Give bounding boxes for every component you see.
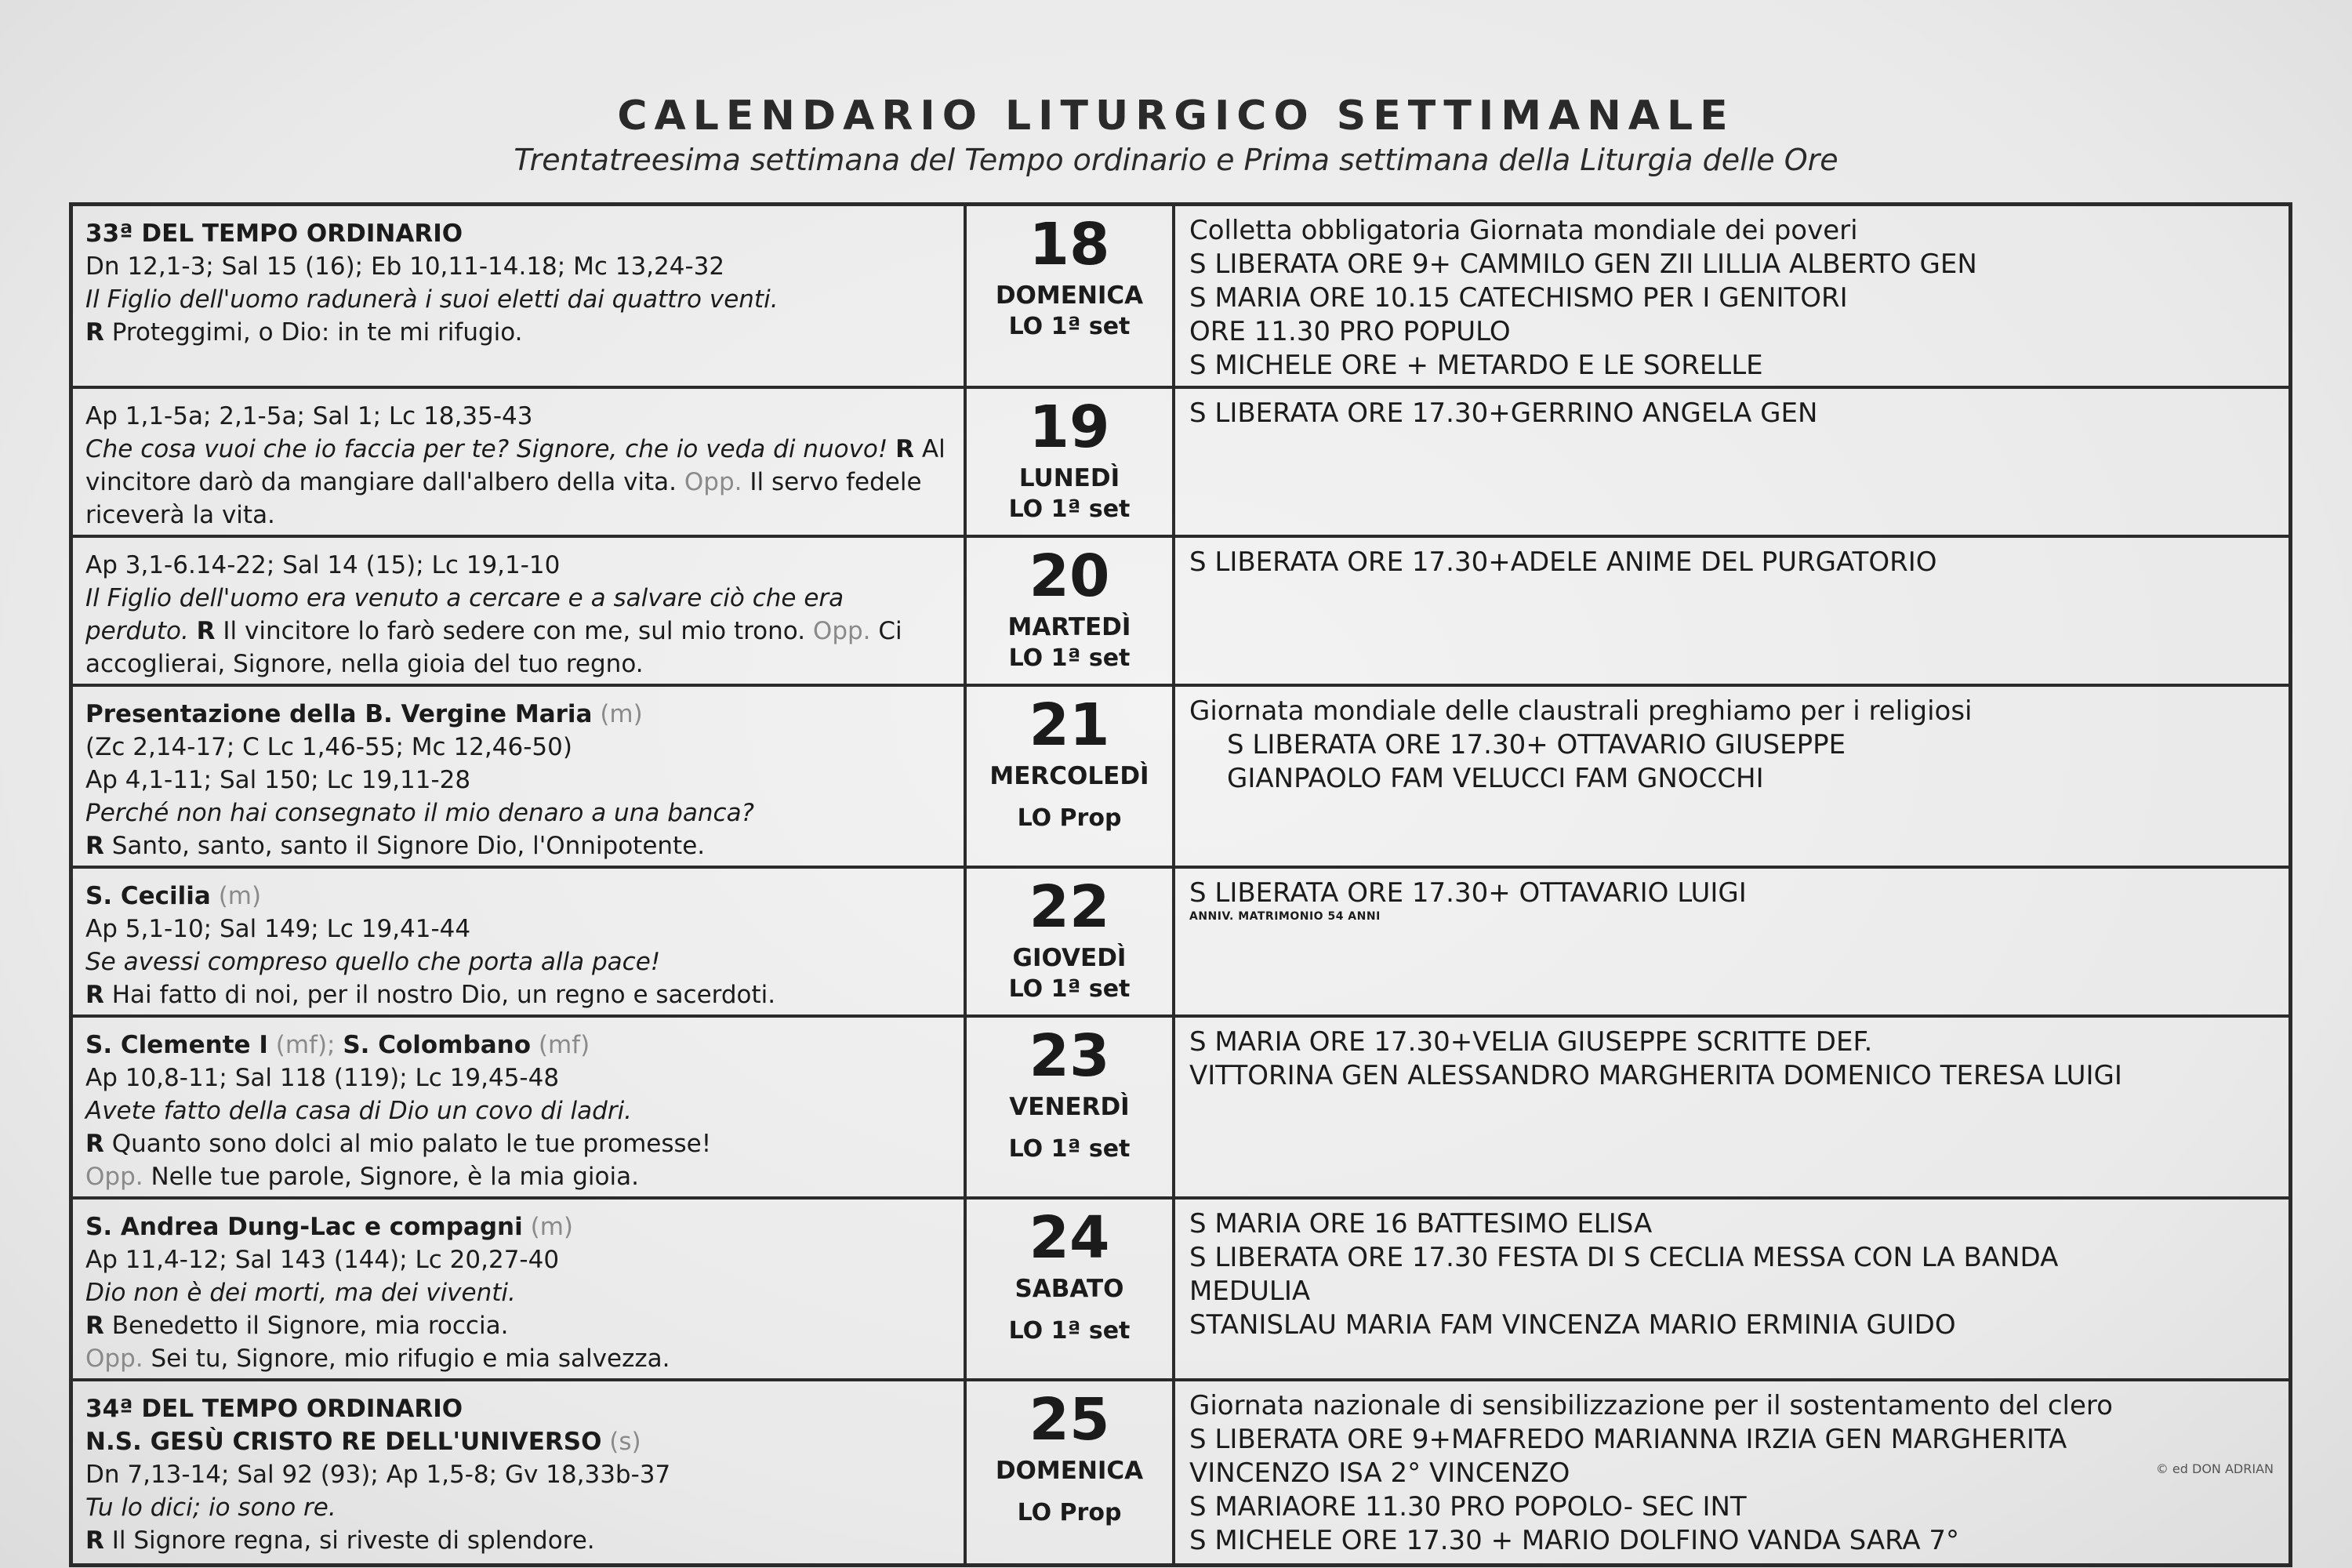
readings-refs: Dn 7,13-14; Sal 92 (93); Ap 1,5-8; Gv 18,33b-37	[85, 1461, 671, 1489]
saint-rank: (s)	[609, 1428, 641, 1456]
extra-readings: (Zc 2,14-17; C Lc 1,46-55; Mc 12,46-50)	[85, 733, 572, 761]
note-line: S MARIA ORE 17.30+VELIA GIUSEPPE SCRITTE DEF.	[1189, 1026, 1873, 1058]
day-name: DOMENICA	[995, 281, 1144, 310]
response-mark: R	[895, 435, 915, 463]
note-line: GIANPAOLO FAM VELUCCI FAM GNOCCHI	[1227, 763, 1764, 794]
saint-name: Presentazione della B. Vergine Maria	[85, 700, 593, 728]
day-name: MARTEDÌ	[1007, 613, 1131, 641]
saint-line	[85, 1425, 954, 1458]
opp-line	[85, 1342, 954, 1375]
readings-refs: Dn 12,1-3; Sal 15 (16); Eb 10,11-14.18; Mc 13,24-32	[85, 252, 725, 281]
readings-cell	[71, 685, 966, 867]
note-line: S MARIA ORE 10.15 CATECHISMO PER I GENITORI	[1189, 282, 1848, 314]
readings-refs: Ap 1,1-5a; 2,1-5a; Sal 1; Lc 18,35-43	[85, 402, 533, 430]
saint-line	[85, 880, 954, 913]
table-row	[71, 867, 2291, 1016]
day-number: 19	[1029, 394, 1110, 461]
response-text: Hai fatto di noi, per il nostro Dio, un regno e sacerdoti.	[111, 981, 776, 1009]
notes-cell	[1174, 867, 2291, 1016]
saint-name-2: S. Colombano	[343, 1031, 531, 1059]
readings-cell	[71, 867, 966, 1016]
saint-rank: (mf);	[275, 1031, 336, 1059]
readings-refs: Ap 4,1-11; Sal 150; Lc 19,11-28	[85, 766, 471, 794]
day-cell	[965, 1380, 1174, 1565]
liturgy-hours: LO 1ª set	[1008, 1317, 1131, 1345]
antiphon: Il Figlio dell'uomo radunerà i suoi eletti dai quattro venti.	[85, 285, 779, 314]
response-mark: R	[196, 617, 216, 645]
liturgy-hours: LO 1ª set	[1008, 495, 1131, 523]
opp-label: Opp.	[684, 468, 742, 496]
response-mark: R	[85, 1130, 104, 1158]
day-number: 25	[1029, 1386, 1110, 1454]
readings-cell	[71, 1016, 966, 1198]
response-line	[85, 978, 954, 1011]
antiphon: Avete fatto della casa di Dio un covo di ladri.	[85, 1097, 633, 1125]
notes-cell	[1174, 387, 2291, 536]
antiphon: Che cosa vuoi che io faccia per te? Signore, che io veda di nuovo!	[85, 435, 888, 463]
readings-refs: Ap 11,4-12; Sal 143 (144); Lc 20,27-40	[85, 1246, 560, 1274]
note-line: STANISLAU MARIA FAM VINCENZA MARIO ERMINIA GUIDO	[1189, 1309, 1956, 1341]
note-line: VINCENZO ISA 2° VINCENZO	[1189, 1457, 1570, 1489]
day-name: VENERDÌ	[1009, 1093, 1130, 1121]
response-line	[85, 1524, 954, 1557]
day-number: 24	[1029, 1204, 1110, 1272]
day-name: DOMENICA	[995, 1457, 1144, 1485]
readings-cell	[71, 205, 966, 388]
note-line: S MARIA ORE 16 BATTESIMO ELISA	[1189, 1208, 1653, 1240]
table-row	[71, 1198, 2291, 1380]
saint-name: N.S. GESÙ CRISTO RE DELL'UNIVERSO	[85, 1428, 602, 1456]
saint-rank: (m)	[600, 700, 643, 728]
day-cell	[965, 1198, 1174, 1380]
day-number: 18	[1029, 211, 1110, 278]
page-title: CALENDARIO LITURGICO SETTIMANALE	[617, 93, 1735, 140]
day-number: 23	[1029, 1022, 1110, 1090]
saint-rank-2: (mf)	[538, 1031, 590, 1059]
day-cell	[965, 387, 1174, 536]
liturgy-hours: LO 1ª set	[1008, 313, 1131, 340]
day-cell	[965, 867, 1174, 1016]
liturgy-hours: LO 1ª set	[1008, 975, 1131, 1003]
note-line: Giornata nazionale di sensibilizzazione per il sostentamento del clero	[1189, 1390, 2113, 1421]
response-line	[85, 829, 954, 862]
saint-name: S. Clemente I	[85, 1031, 268, 1059]
day-cell	[965, 205, 1174, 388]
liturgy-hours: LO Prop	[1017, 1499, 1122, 1526]
antiphon-response	[85, 433, 954, 532]
note-line: Giornata mondiale delle claustrali preghiamo per i religiosi	[1189, 695, 1973, 727]
antiphon: Il Figlio dell'uomo era venuto a cercare e a salvare ciò che era perduto.	[85, 584, 844, 645]
day-number: 22	[1029, 873, 1110, 941]
day-cell	[965, 685, 1174, 867]
note-line: ORE 11.30 PRO POPULO	[1189, 316, 1511, 347]
opp-line	[85, 1160, 954, 1193]
calendar-table	[69, 202, 2292, 1567]
note-line: S MARIAORE 11.30 PRO POPOLO- SEC INT	[1189, 1491, 1747, 1523]
liturgy-hours: LO 1ª set	[1008, 1135, 1131, 1163]
opp-label: Opp.	[85, 1163, 143, 1191]
antiphon: Tu lo dici; io sono re.	[85, 1494, 336, 1522]
antiphon: Dio non è dei morti, ma dei viventi.	[85, 1279, 516, 1307]
readings-refs: Ap 5,1-10; Sal 149; Lc 19,41-44	[85, 915, 471, 943]
opp-text: Il servo fedele riceverà la vita.	[85, 468, 922, 529]
response-line	[85, 1127, 954, 1160]
note-line: S LIBERATA ORE 17.30+ OTTAVARIO LUIGI	[1189, 877, 1747, 909]
note-line: S LIBERATA ORE 17.30+ OTTAVARIO GIUSEPPE	[1227, 729, 1846, 760]
table-row	[71, 685, 2291, 867]
note-line: S MICHELE ORE + METARDO E LE SORELLE	[1189, 350, 1763, 381]
readings-refs: Ap 10,8-11; Sal 118 (119); Lc 19,45-48	[85, 1064, 560, 1092]
day-cell	[965, 1016, 1174, 1198]
table-row	[71, 387, 2291, 536]
small-note: ANNIV. MATRIMONIO 54 ANNI	[1189, 910, 1381, 923]
response-text: Il Signore regna, si riveste di splendore.	[111, 1526, 595, 1555]
saint-name: S. Cecilia	[85, 882, 211, 910]
response-mark: R	[85, 832, 104, 860]
note-line: S LIBERATA ORE 9+ CAMMILO GEN ZII LILLIA ALBERTO GEN	[1189, 249, 1977, 280]
note-line: S MICHELE ORE 17.30 + MARIO DOLFINO VANDA SARA 7°	[1189, 1525, 1960, 1556]
opp-label: Opp.	[812, 617, 871, 645]
response-mark: R	[85, 981, 104, 1009]
response-text: Al vincitore darò da mangiare dall'albero della vita.	[85, 435, 946, 496]
note-line: S LIBERATA ORE 17.30 FESTA DI S CECLIA MESSA CON LA BANDA	[1189, 1242, 2059, 1273]
antiphon: Perché non hai consegnato il mio denaro a una banca?	[85, 799, 755, 827]
readings-cell	[71, 536, 966, 685]
response-mark: R	[85, 1312, 104, 1340]
notes-cell	[1174, 205, 2291, 388]
response-text: Proteggimi, o Dio: in te mi rifugio.	[111, 318, 523, 347]
saint-name: S. Andrea Dung-Lac e compagni	[85, 1213, 523, 1241]
saint-line	[85, 1029, 954, 1062]
saint-line	[85, 1210, 954, 1243]
note-line: VITTORINA GEN ALESSANDRO MARGHERITA DOMENICO TERESA LUIGI	[1189, 1060, 2122, 1091]
table-row	[71, 1016, 2291, 1198]
liturgy-hours: LO 1ª set	[1008, 644, 1131, 672]
week-heading: 33ª DEL TEMPO ORDINARIO	[85, 220, 463, 248]
day-number: 21	[1029, 691, 1110, 759]
day-name: MERCOLEDÌ	[989, 762, 1149, 790]
response-text: Il vincitore lo farò sedere con me, sul mio trono.	[223, 617, 806, 645]
opp-text: Sei tu, Signore, mio rifugio e mia salvezza.	[151, 1345, 670, 1373]
response-text: Benedetto il Signore, mia roccia.	[111, 1312, 509, 1340]
notes-cell	[1174, 685, 2291, 867]
saint-rank: (m)	[218, 882, 262, 910]
page-subtitle: Trentatreesima settimana del Tempo ordinario e Prima settimana della Liturgia delle Ore	[514, 143, 1838, 177]
readings-cell	[71, 387, 966, 536]
response-mark: R	[85, 1526, 104, 1555]
opp-label: Opp.	[85, 1345, 143, 1373]
day-cell	[965, 536, 1174, 685]
table-row	[71, 205, 2291, 388]
response-line	[85, 316, 954, 349]
day-name: SABATO	[1014, 1275, 1124, 1303]
notes-cell	[1174, 536, 2291, 685]
readings-cell	[71, 1380, 966, 1565]
notes-cell	[1174, 1380, 2291, 1565]
day-name: LUNEDÌ	[1018, 464, 1120, 492]
note-line: S LIBERATA ORE 9+MAFREDO MARIANNA IRZIA GEN MARGHERITA	[1189, 1424, 2067, 1455]
day-number: 20	[1029, 543, 1110, 610]
notes-cell	[1174, 1198, 2291, 1380]
note-line: S LIBERATA ORE 17.30+GERRINO ANGELA GEN	[1189, 397, 1818, 429]
note-line: MEDULIA	[1189, 1276, 1311, 1307]
liturgy-hours: LO Prop	[1017, 804, 1122, 832]
response-mark: R	[85, 318, 104, 347]
antiphon-response	[85, 582, 954, 681]
antiphon: Se avessi compreso quello che porta alla pace!	[85, 948, 661, 976]
response-line	[85, 1309, 954, 1342]
response-text: Santo, santo, santo il Signore Dio, l'Onnipotente.	[111, 832, 706, 860]
saint-line	[85, 698, 954, 731]
day-name: GIOVEDÌ	[1012, 944, 1127, 972]
table-row	[71, 1380, 2291, 1565]
note-line: S LIBERATA ORE 17.30+ADELE ANIME DEL PURGATORIO	[1189, 546, 1937, 578]
opp-text: Ci accoglierai, Signore, nella gioia del tuo regno.	[85, 617, 902, 678]
response-text: Quanto sono dolci al mio palato le tue promesse!	[111, 1130, 712, 1158]
credit-text: © ed DON ADRIAN	[2155, 1461, 2274, 1476]
opp-text: Nelle tue parole, Signore, è la mia gioia.	[151, 1163, 639, 1191]
note-line: Colletta obbligatoria Giornata mondiale dei poveri	[1189, 215, 1858, 246]
saint-rank: (m)	[530, 1213, 573, 1241]
week-heading: 34ª DEL TEMPO ORDINARIO	[85, 1395, 463, 1423]
notes-cell	[1174, 1016, 2291, 1198]
readings-cell	[71, 1198, 966, 1380]
table-row	[71, 536, 2291, 685]
readings-refs: Ap 3,1-6.14-22; Sal 14 (15); Lc 19,1-10	[85, 551, 561, 579]
